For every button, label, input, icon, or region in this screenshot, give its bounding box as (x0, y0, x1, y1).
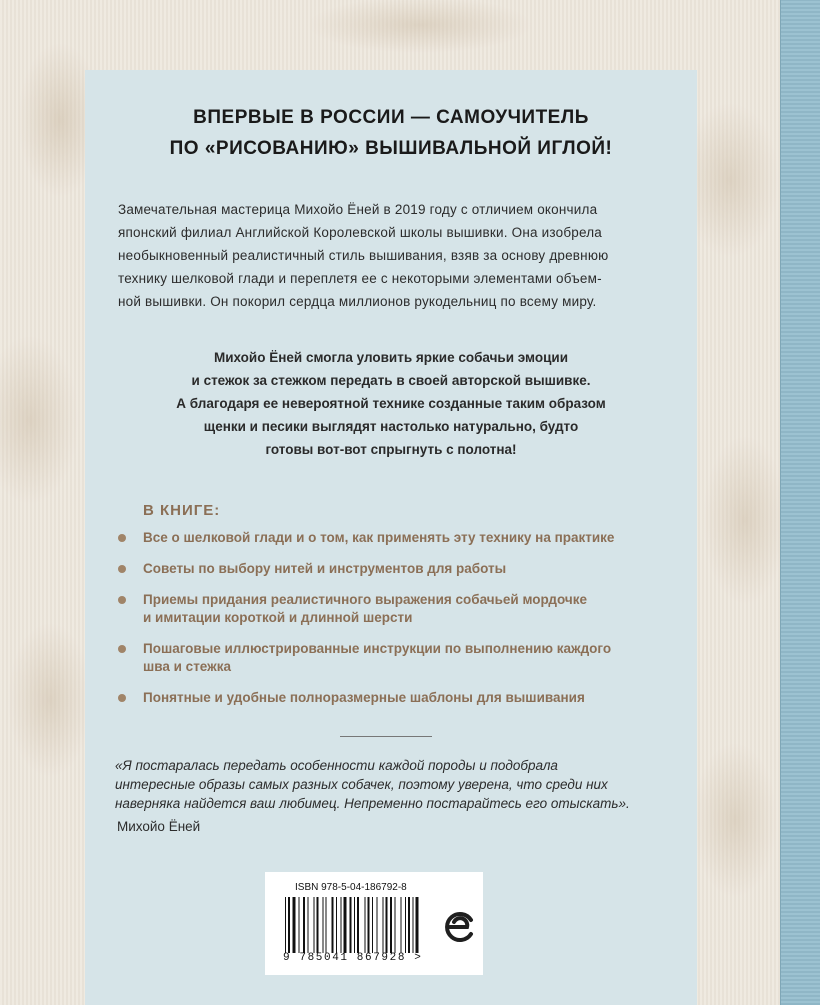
highlight-line: и стежок за стежком передать в своей авторской вышивке. (191, 373, 591, 388)
list-item-text: шва и стежка (143, 659, 231, 674)
quote-author: Михойо Ёней (117, 819, 201, 834)
quote-line: наверняка найдется ваш любимец. Непременно постарайтесь его отыскать». (115, 796, 630, 811)
publisher-logo-icon (440, 907, 480, 947)
in-book-heading: В КНИГЕ: (143, 502, 221, 519)
intro-line: японский филиал Английской Королевской школы вышивки. Она изобрела (118, 225, 603, 240)
intro-line: необыкновенный реалистичный стиль вышивания, взяв за основу древнюю (118, 248, 609, 263)
highlight-line: А благодаря ее невероятной технике созданные таким образом (176, 396, 606, 411)
bullet-icon (118, 596, 126, 604)
intro-line: Замечательная мастерица Михойо Ёней в 2019 году с отличием окончила (118, 202, 598, 217)
isbn-text: ISBN 978-5-04-186792-8 (295, 882, 407, 893)
author-quote (115, 756, 675, 813)
divider (340, 736, 432, 737)
headline (85, 102, 697, 164)
highlight-line: щенки и песики выглядят настолько натурально, будто (203, 419, 579, 434)
quote-line: «Я постаралась передать особенности каждой породы и подобрала (115, 758, 558, 773)
headline-line-1: ВПЕРВЫЕ В РОССИИ — САМОУЧИТЕЛЬ (193, 107, 589, 128)
highlight-line: Михойо Ёней смогла уловить яркие собачьи эмоции (213, 350, 569, 365)
back-cover-panel (85, 70, 697, 1005)
intro-paragraph (118, 198, 668, 313)
in-book-list (115, 529, 685, 707)
list-item (115, 591, 685, 627)
bullet-icon (118, 534, 126, 542)
list-item-text: и имитации короткой и длинной шерсти (143, 610, 413, 625)
intro-line: технику шелковой глади и переплетя ее с некоторыми элементами объем- (118, 271, 602, 286)
headline-line-2: ПО «РИСОВАНИЮ» ВЫШИВАЛЬНОЙ ИГЛОЙ! (169, 138, 613, 159)
highlight-line: готовы вот-вот спрыгнуть с полотна! (265, 442, 517, 457)
barcode-icon (285, 897, 465, 953)
book-spine (780, 0, 820, 1005)
list-item (115, 689, 685, 707)
bullet-icon (118, 565, 126, 573)
bullet-icon (118, 694, 126, 702)
list-item-text: Все о шелковой глади и о том, как применять эту технику на практике (143, 530, 615, 545)
intro-line: ной вышивки. Он покорил сердца миллионов рукодельниц по всему миру. (118, 294, 597, 309)
bullet-icon (118, 645, 126, 653)
list-item (115, 529, 685, 547)
list-item-text: Приемы придания реалистичного выражения собачьей мордочке (143, 592, 588, 607)
highlight-paragraph (85, 346, 697, 461)
list-item (115, 560, 685, 578)
list-item (115, 640, 685, 676)
barcode-number: 9 785041 867928 > (283, 952, 423, 964)
list-item-text: Понятные и удобные полноразмерные шаблоны для вышивания (143, 690, 585, 705)
list-item-text: Советы по выбору нитей и инструментов для работы (143, 561, 507, 576)
quote-line: интересные образы самых разных собачек, поэтому уверена, что среди них (115, 777, 608, 792)
list-item-text: Пошаговые иллюстрированные инструкции по выполнению каждого (143, 641, 612, 656)
